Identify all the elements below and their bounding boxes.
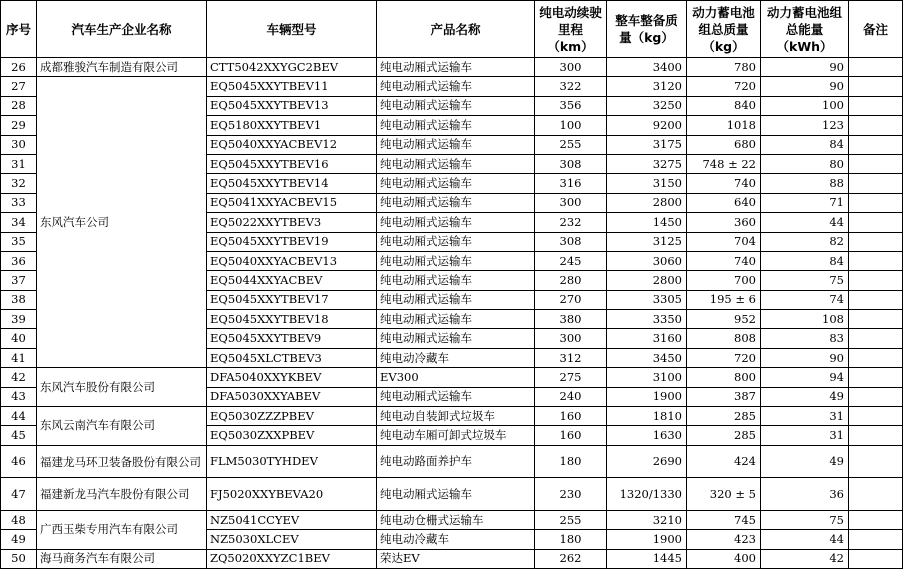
seq-cell: 29 [1,116,37,135]
range-cell: 300 [535,58,607,77]
seq-cell: 40 [1,329,37,348]
battery-mass-cell: 745 [687,510,761,529]
battery-mass-cell: 748 ± 22 [687,154,761,173]
model-cell: EQ5045XXYTBEV13 [207,96,377,115]
note-cell [849,77,903,96]
curb-mass-cell: 3150 [607,174,687,193]
battery-energy-cell: 71 [761,193,849,212]
battery-energy-cell: 74 [761,290,849,309]
model-cell: EQ5040XXYACBEV13 [207,251,377,270]
curb-mass-cell: 1445 [607,549,687,568]
battery-energy-cell: 83 [761,329,849,348]
product-cell: 纯电动厢式运输车 [377,96,535,115]
seq-cell: 34 [1,213,37,232]
range-cell: 180 [535,445,607,478]
table-row [1,77,903,96]
company-cell: 东风云南汽车有限公司 [37,407,207,446]
curb-mass-cell: 3120 [607,77,687,96]
battery-energy-cell: 44 [761,530,849,549]
header-model: 车辆型号 [207,1,377,58]
curb-mass-cell: 3100 [607,368,687,387]
curb-mass-cell: 2800 [607,193,687,212]
model-cell: DFA5040XXYKBEV [207,368,377,387]
curb-mass-cell: 3350 [607,310,687,329]
battery-mass-cell: 424 [687,445,761,478]
battery-mass-cell: 423 [687,530,761,549]
table-row [1,478,903,511]
header-product: 产品名称 [377,1,535,58]
seq-cell: 43 [1,387,37,406]
battery-mass-cell: 285 [687,407,761,426]
model-cell: FJ5020XXYBEVA20 [207,478,377,511]
seq-cell: 38 [1,290,37,309]
battery-mass-cell: 320 ± 5 [687,478,761,511]
note-cell [849,251,903,270]
seq-cell: 47 [1,478,37,511]
model-cell: EQ5045XXYTBEV19 [207,232,377,251]
curb-mass-cell: 3125 [607,232,687,251]
range-cell: 180 [535,530,607,549]
curb-mass-cell: 3400 [607,58,687,77]
note-cell [849,96,903,115]
range-cell: 230 [535,478,607,511]
header-seq: 序号 [1,1,37,58]
battery-mass-cell: 1018 [687,116,761,135]
range-cell: 316 [535,174,607,193]
note-cell [849,135,903,154]
battery-energy-cell: 90 [761,58,849,77]
battery-energy-cell: 90 [761,77,849,96]
company-cell: 福建龙马环卫装备股份有限公司 [37,445,207,478]
table-row [1,368,903,387]
product-cell: 纯电动仓栅式运输车 [377,510,535,529]
note-cell [849,387,903,406]
range-cell: 245 [535,251,607,270]
product-cell: 纯电动厢式运输车 [377,387,535,406]
product-cell: 纯电动厢式运输车 [377,58,535,77]
header-battery-energy: 动力蓄电池组总能量（kWh） [761,1,849,58]
product-cell: 纯电动路面养护车 [377,445,535,478]
product-cell: 纯电动厢式运输车 [377,116,535,135]
range-cell: 356 [535,96,607,115]
battery-energy-cell: 80 [761,154,849,173]
range-cell: 322 [535,77,607,96]
curb-mass-cell: 9200 [607,116,687,135]
battery-energy-cell: 75 [761,271,849,290]
seq-cell: 35 [1,232,37,251]
range-cell: 262 [535,549,607,568]
model-cell: EQ5030ZXXPBEV [207,426,377,445]
battery-energy-cell: 94 [761,368,849,387]
product-cell: 纯电动厢式运输车 [377,251,535,270]
battery-mass-cell: 360 [687,213,761,232]
note-cell [849,348,903,367]
battery-mass-cell: 680 [687,135,761,154]
product-cell: 纯电动厢式运输车 [377,232,535,251]
battery-energy-cell: 88 [761,174,849,193]
note-cell [849,310,903,329]
seq-cell: 37 [1,271,37,290]
battery-mass-cell: 780 [687,58,761,77]
product-cell: 纯电动厢式运输车 [377,290,535,309]
model-cell: EQ5041XXYACBEV15 [207,193,377,212]
model-cell: DFA5030XXYABEV [207,387,377,406]
product-cell: 纯电动厢式运输车 [377,77,535,96]
seq-cell: 33 [1,193,37,212]
seq-cell: 32 [1,174,37,193]
curb-mass-cell: 1320/1330 [607,478,687,511]
model-cell: ZQ5020XXYZC1BEV [207,549,377,568]
note-cell [849,232,903,251]
curb-mass-cell: 3250 [607,96,687,115]
seq-cell: 30 [1,135,37,154]
product-cell: 纯电动厢式运输车 [377,193,535,212]
seq-cell: 44 [1,407,37,426]
battery-energy-cell: 31 [761,407,849,426]
curb-mass-cell: 1810 [607,407,687,426]
table-row [1,549,903,568]
note-cell [849,193,903,212]
model-cell: EQ5045XXYTBEV9 [207,329,377,348]
battery-energy-cell: 42 [761,549,849,568]
battery-mass-cell: 704 [687,232,761,251]
seq-cell: 45 [1,426,37,445]
note-cell [849,530,903,549]
curb-mass-cell: 2690 [607,445,687,478]
range-cell: 255 [535,510,607,529]
note-cell [849,549,903,568]
range-cell: 308 [535,232,607,251]
battery-energy-cell: 36 [761,478,849,511]
header-row [1,1,903,58]
table-row [1,510,903,529]
product-cell: 纯电动车厢可卸式垃圾车 [377,426,535,445]
note-cell [849,368,903,387]
curb-mass-cell: 3450 [607,348,687,367]
product-cell: 纯电动厢式运输车 [377,271,535,290]
battery-mass-cell: 840 [687,96,761,115]
battery-energy-cell: 31 [761,426,849,445]
company-cell: 福建新龙马汽车股份有限公司 [37,478,207,511]
range-cell: 160 [535,426,607,445]
seq-cell: 36 [1,251,37,270]
model-cell: EQ5045XXYTBEV18 [207,310,377,329]
note-cell [849,445,903,478]
range-cell: 380 [535,310,607,329]
range-cell: 160 [535,407,607,426]
header-battery-mass: 动力蓄电池组总质量（kg） [687,1,761,58]
product-cell: 纯电动厢式运输车 [377,174,535,193]
product-cell: 纯电动厢式运输车 [377,213,535,232]
battery-energy-cell: 44 [761,213,849,232]
curb-mass-cell: 3060 [607,251,687,270]
note-cell [849,510,903,529]
product-cell: 荣达EV [377,549,535,568]
note-cell [849,290,903,309]
battery-energy-cell: 82 [761,232,849,251]
battery-mass-cell: 740 [687,251,761,270]
range-cell: 280 [535,271,607,290]
curb-mass-cell: 2800 [607,271,687,290]
range-cell: 240 [535,387,607,406]
seq-cell: 26 [1,58,37,77]
battery-mass-cell: 720 [687,348,761,367]
model-cell: EQ5040XXYACBEV12 [207,135,377,154]
seq-cell: 39 [1,310,37,329]
model-cell: FLM5030TYHDEV [207,445,377,478]
company-cell: 成都雅骏汽车制造有限公司 [37,58,207,77]
battery-mass-cell: 285 [687,426,761,445]
product-cell: 纯电动厢式运输车 [377,329,535,348]
seq-cell: 49 [1,530,37,549]
model-cell: EQ5045XLCTBEV3 [207,348,377,367]
range-cell: 300 [535,193,607,212]
company-cell: 东风汽车公司 [37,77,207,368]
battery-mass-cell: 740 [687,174,761,193]
battery-energy-cell: 100 [761,96,849,115]
product-cell: 纯电动厢式运输车 [377,478,535,511]
curb-mass-cell: 1450 [607,213,687,232]
battery-mass-cell: 640 [687,193,761,212]
curb-mass-cell: 1900 [607,387,687,406]
product-cell: 纯电动冷藏车 [377,530,535,549]
note-cell [849,329,903,348]
note-cell [849,478,903,511]
model-cell: EQ5045XXYTBEV11 [207,77,377,96]
battery-mass-cell: 952 [687,310,761,329]
range-cell: 232 [535,213,607,232]
range-cell: 100 [535,116,607,135]
range-cell: 300 [535,329,607,348]
model-cell: NZ5041CCYEV [207,510,377,529]
battery-energy-cell: 123 [761,116,849,135]
battery-mass-cell: 720 [687,77,761,96]
range-cell: 275 [535,368,607,387]
battery-mass-cell: 387 [687,387,761,406]
battery-mass-cell: 195 ± 6 [687,290,761,309]
seq-cell: 46 [1,445,37,478]
note-cell [849,213,903,232]
note-cell [849,154,903,173]
seq-cell: 27 [1,77,37,96]
note-cell [849,174,903,193]
header-range: 纯电动续驶里程（km） [535,1,607,58]
model-cell: EQ5022XXYTBEV3 [207,213,377,232]
curb-mass-cell: 3160 [607,329,687,348]
company-cell: 海马商务汽车有限公司 [37,549,207,568]
model-cell: EQ5030ZZZPBEV [207,407,377,426]
range-cell: 270 [535,290,607,309]
range-cell: 255 [535,135,607,154]
table-row [1,407,903,426]
seq-cell: 31 [1,154,37,173]
seq-cell: 50 [1,549,37,568]
battery-energy-cell: 90 [761,348,849,367]
seq-cell: 48 [1,510,37,529]
note-cell [849,271,903,290]
model-cell: EQ5045XXYTBEV17 [207,290,377,309]
note-cell [849,58,903,77]
seq-cell: 28 [1,96,37,115]
product-cell: 纯电动冷藏车 [377,348,535,367]
model-cell: EQ5045XXYTBEV14 [207,174,377,193]
header-note: 备注 [849,1,903,58]
battery-energy-cell: 49 [761,387,849,406]
curb-mass-cell: 3305 [607,290,687,309]
product-cell: 纯电动厢式运输车 [377,135,535,154]
range-cell: 312 [535,348,607,367]
model-cell: NZ5030XLCEV [207,530,377,549]
curb-mass-cell: 1900 [607,530,687,549]
model-cell: EQ5045XXYTBEV16 [207,154,377,173]
table-row [1,58,903,77]
model-cell: CTT5042XXYGC2BEV [207,58,377,77]
model-cell: EQ5044XXYACBEV [207,271,377,290]
company-cell: 东风汽车股份有限公司 [37,368,207,407]
note-cell [849,116,903,135]
battery-mass-cell: 808 [687,329,761,348]
range-cell: 308 [535,154,607,173]
battery-energy-cell: 84 [761,251,849,270]
table-row [1,445,903,478]
product-cell: EV300 [377,368,535,387]
model-cell: EQ5180XXYTBEV1 [207,116,377,135]
curb-mass-cell: 3210 [607,510,687,529]
battery-mass-cell: 400 [687,549,761,568]
product-cell: 纯电动自装卸式垃圾车 [377,407,535,426]
curb-mass-cell: 1630 [607,426,687,445]
header-curb-mass: 整车整备质量（kg） [607,1,687,58]
battery-mass-cell: 700 [687,271,761,290]
company-cell: 广西玉柴专用汽车有限公司 [37,510,207,549]
seq-cell: 41 [1,348,37,367]
battery-energy-cell: 84 [761,135,849,154]
curb-mass-cell: 3275 [607,154,687,173]
curb-mass-cell: 3175 [607,135,687,154]
product-cell: 纯电动厢式运输车 [377,154,535,173]
header-company: 汽车生产企业名称 [37,1,207,58]
note-cell [849,407,903,426]
product-cell: 纯电动厢式运输车 [377,310,535,329]
battery-energy-cell: 49 [761,445,849,478]
battery-mass-cell: 800 [687,368,761,387]
battery-energy-cell: 75 [761,510,849,529]
seq-cell: 42 [1,368,37,387]
battery-energy-cell: 108 [761,310,849,329]
note-cell [849,426,903,445]
